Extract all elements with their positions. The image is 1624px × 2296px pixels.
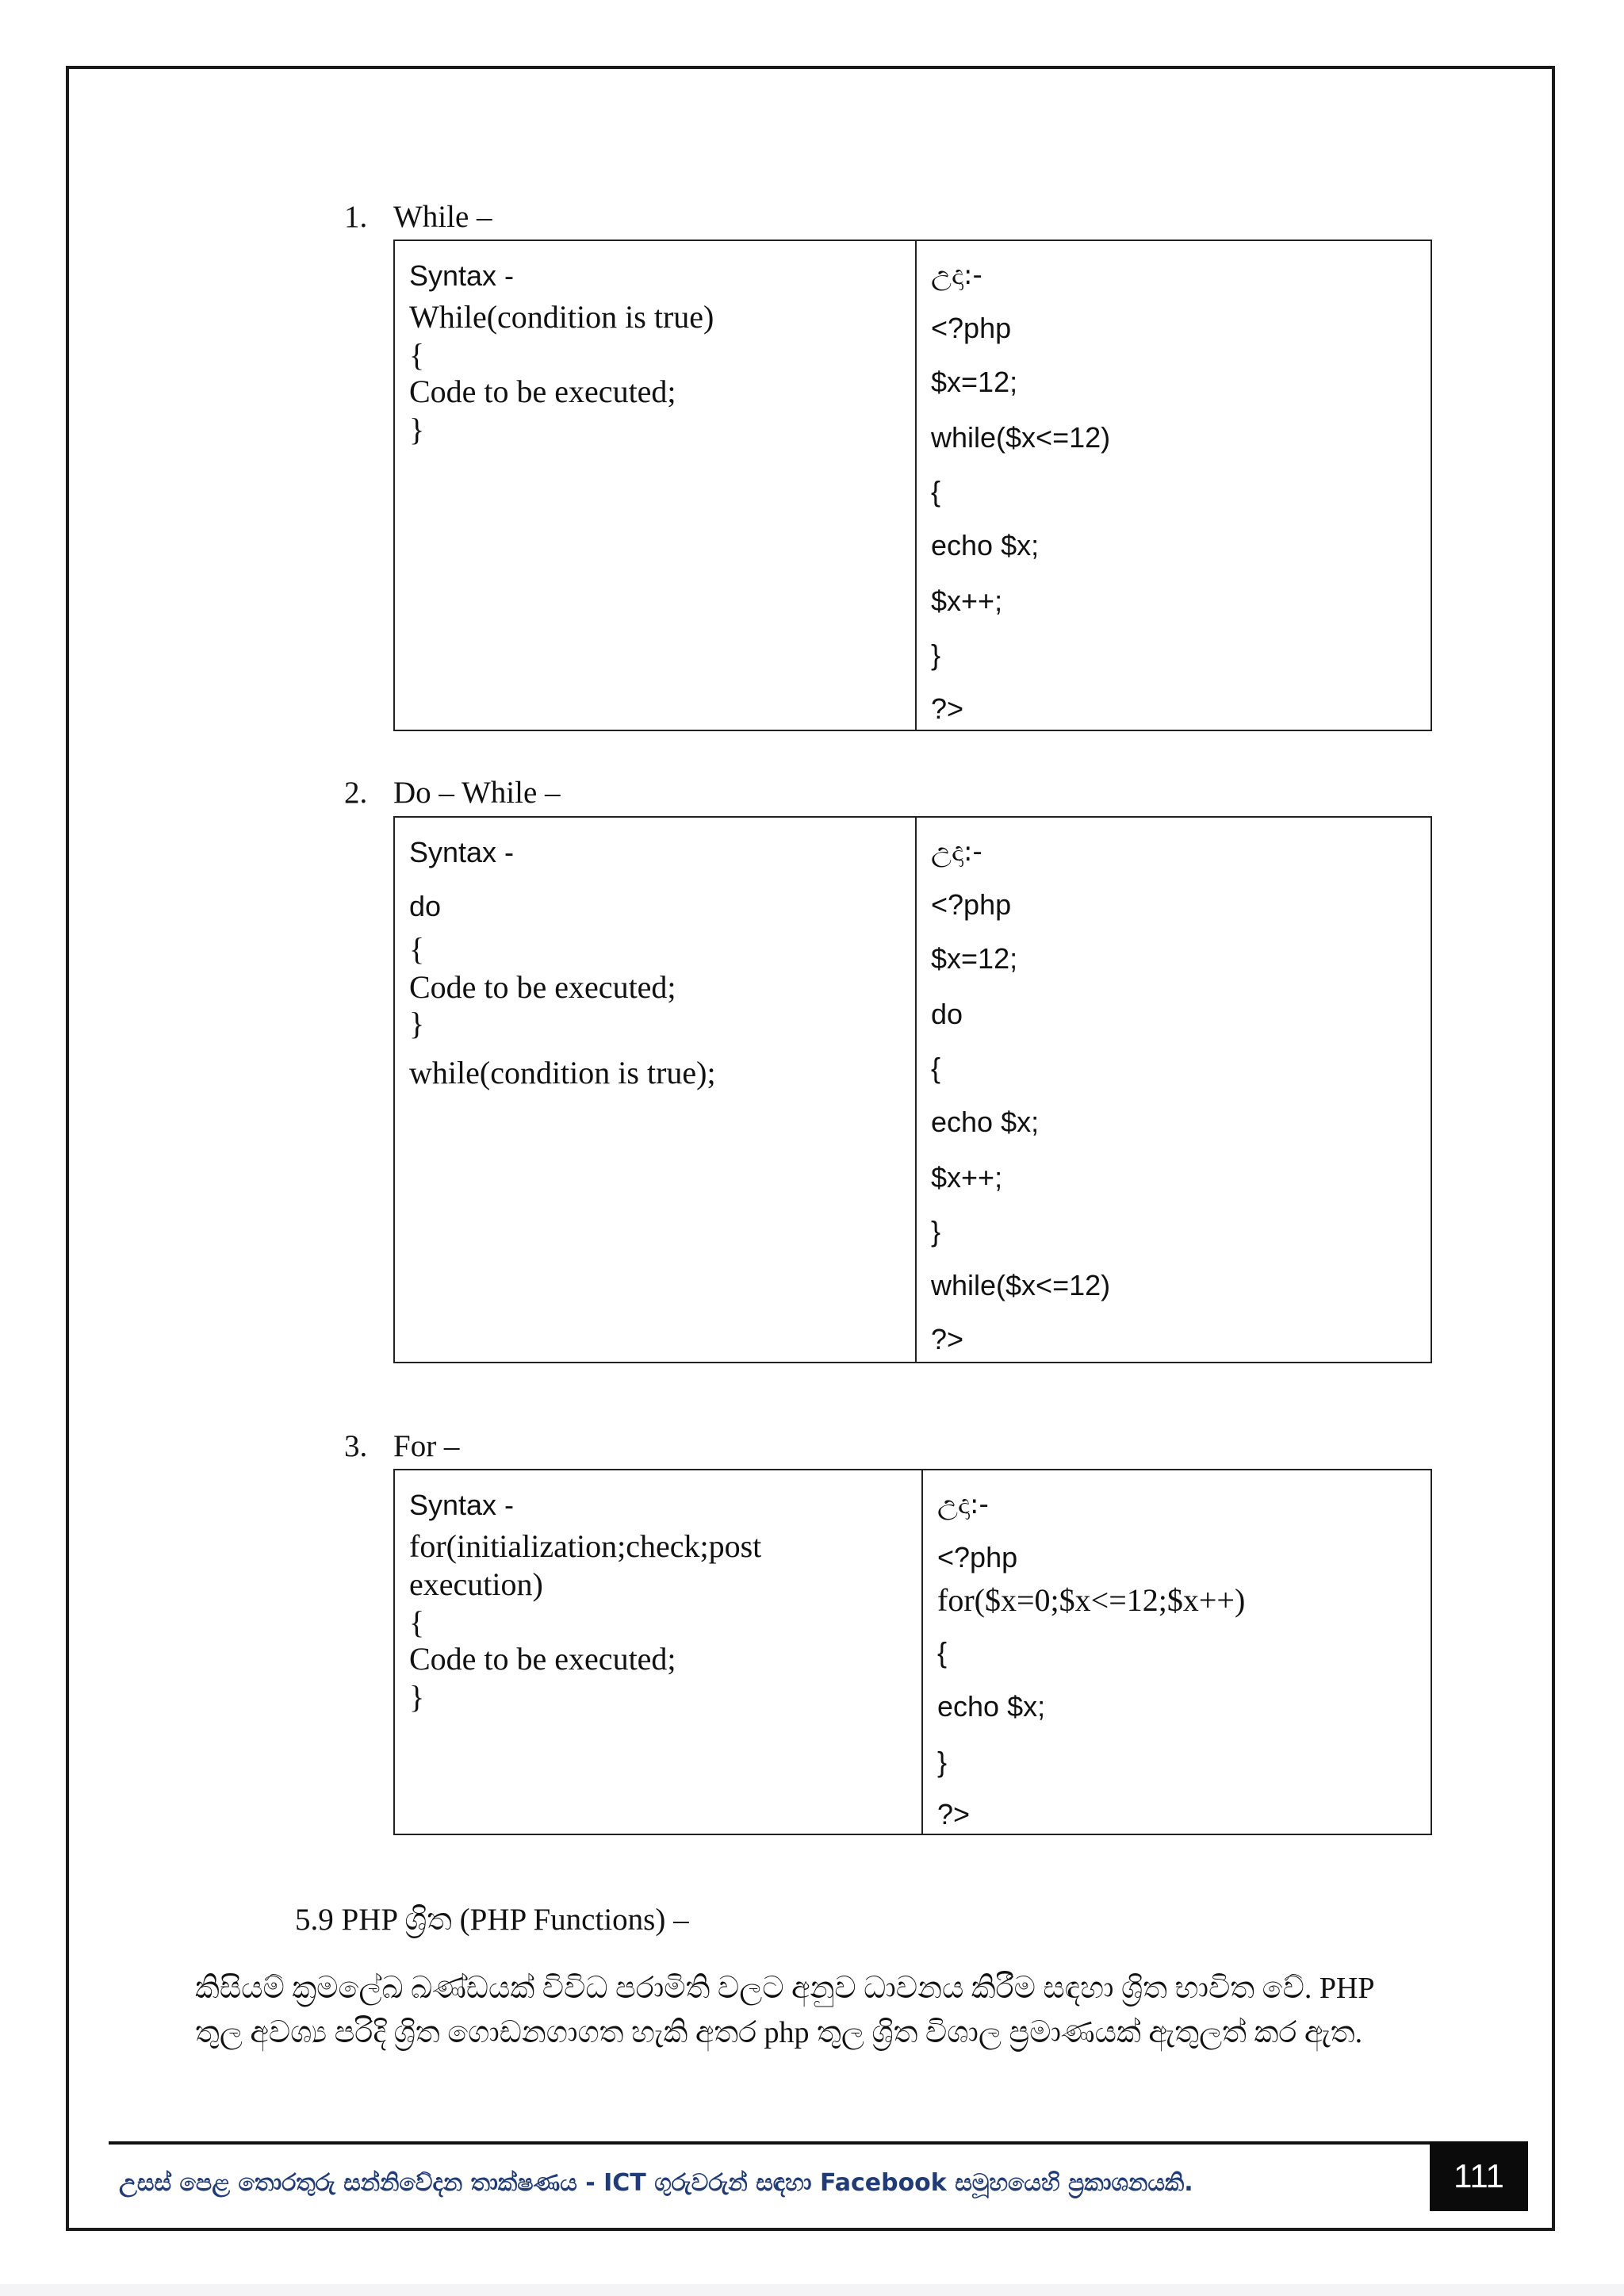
syntax-label: Syntax - (409, 836, 515, 868)
example-label: උදා:- (937, 1489, 989, 1520)
syntax-cell (394, 240, 916, 730)
section-title: 5.9 PHP ශ්‍රිත (PHP Functions) – (295, 1903, 689, 1937)
example-line: ?> (931, 692, 964, 725)
example-line: echo $x; (937, 1690, 1046, 1723)
syntax-line: { (409, 1604, 425, 1640)
footer-text: උසස් පෙළ තොරතුරු සන්නිවේදන තාක්ෂණය - ICT ගුරුවරුන් සඳහා Facebook සමූහයෙහි ප්‍රකාශනයකි. (119, 2169, 1193, 2197)
loop-title: While – (393, 200, 492, 234)
syntax-label: Syntax - (409, 259, 515, 292)
loop-number: 2. (344, 776, 368, 810)
example-line: } (937, 1746, 948, 1778)
page-number-text: 111 (1454, 2157, 1504, 2194)
syntax-line: } (409, 412, 425, 447)
loop-number: 1. (344, 200, 368, 234)
loop-title: For – (393, 1429, 460, 1463)
example-line: } (931, 638, 941, 671)
footer-rule (109, 2141, 1528, 2145)
example-line: } (931, 1215, 941, 1248)
example-cell (922, 1470, 1431, 1834)
example-line: do (931, 998, 963, 1030)
syntax-line: { (409, 931, 425, 967)
example-label: උදා:- (931, 259, 982, 291)
syntax-line: for(initialization;check;post (409, 1528, 762, 1564)
syntax-line: do (409, 890, 442, 922)
example-line: <?php (931, 312, 1012, 344)
example-line: { (931, 475, 941, 508)
example-line: $x++; (931, 585, 1003, 617)
syntax-line: Code to be executed; (409, 969, 676, 1005)
example-line: $x=12; (931, 366, 1018, 398)
syntax-cell (394, 817, 916, 1363)
example-line: <?php (931, 888, 1012, 921)
example-line: { (931, 1052, 941, 1084)
example-cell (916, 817, 1431, 1363)
syntax-line: Code to be executed; (409, 374, 676, 409)
example-line: for($x=0;$x<=12;$x++) (937, 1582, 1246, 1618)
example-line: { (937, 1636, 948, 1669)
loop-number: 3. (344, 1429, 368, 1463)
example-line: $x++; (931, 1161, 1003, 1194)
example-line: ?> (931, 1323, 964, 1355)
for-table (393, 1469, 1432, 1835)
example-label: උදා:- (931, 836, 982, 868)
example-line: $x=12; (931, 942, 1018, 975)
example-line: echo $x; (931, 1106, 1040, 1138)
syntax-label: Syntax - (409, 1489, 515, 1521)
paragraph-line: කිසියම් ක්‍රමලේඛ ඛණ්ඩයක් විවිධ පරාමිති වලට අනුව ධාවනය කිරීම සඳහා ශ්‍රිත භාවිත වේ. PHP (195, 1972, 1375, 2005)
paragraph-line: තුල අවශ්‍ය පරිදි ශ්‍රිත ගොඩනගාගත හැකි අතර php තුල ශ්‍රිත විශාල ප්‍රමාණයක් ඇතුලත් කර ඇත. (195, 2016, 1363, 2049)
example-line: <?php (937, 1541, 1018, 1573)
syntax-line: While(condition is true) (409, 299, 714, 335)
example-line: while($x<=12) (931, 1269, 1111, 1301)
loop-title: Do – While – (393, 776, 561, 810)
example-line: echo $x; (931, 529, 1040, 562)
syntax-line: } (409, 1006, 425, 1041)
example-line: ?> (937, 1798, 971, 1830)
syntax-line: execution) (409, 1566, 543, 1602)
syntax-cell (394, 1470, 922, 1834)
do-while-table (393, 816, 1432, 1363)
example-line: while($x<=12) (931, 421, 1111, 454)
syntax-line: { (409, 337, 425, 373)
syntax-line: while(condition is true); (409, 1055, 716, 1091)
example-cell (916, 240, 1431, 730)
page-number (1430, 2141, 1528, 2211)
while-table (393, 240, 1432, 731)
syntax-line: Code to be executed; (409, 1641, 676, 1677)
syntax-line: } (409, 1679, 425, 1715)
